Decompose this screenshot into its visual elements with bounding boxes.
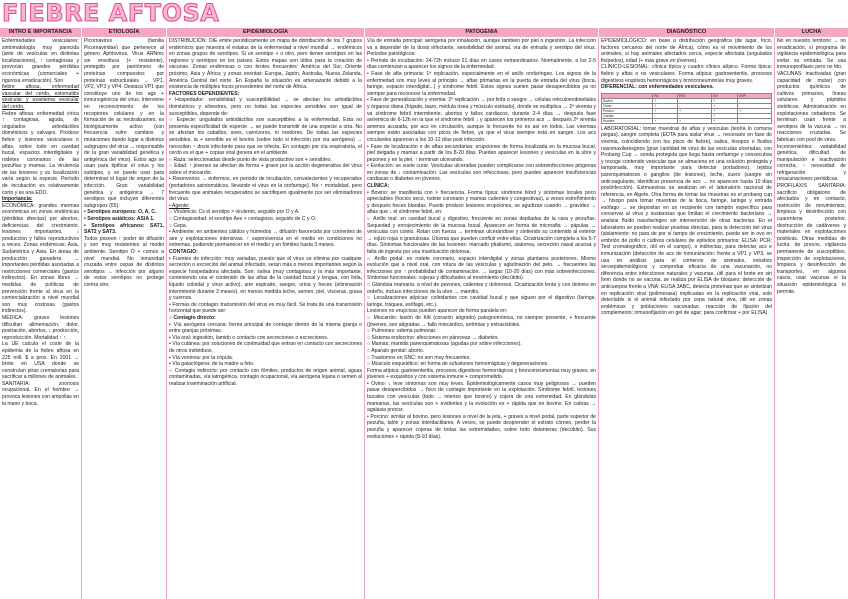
table-cell: EV: [712, 93, 738, 98]
table-cell: Bovino: [602, 98, 653, 103]
table-cell: Porcino: [602, 108, 653, 113]
table-cell: -: [738, 98, 772, 103]
paragraph: fiebre aftosa, enfermedad vascular del cerdo, estomatitis vesicular y exantema vesicular del cerdo.: [2, 84, 79, 110]
table-cell: EVP: [738, 93, 772, 98]
paragraph: • Serotipos africanos: SAT1, SAT2 y SAT3.: [84, 222, 164, 236]
paragraph: VACUNAS: inactivadas (gran capacidad de mutar) con productos químicos de cultivos primarios, líneas celulares y péptidos sintéticos. Administración en explotaciones cebaderos. Se terminan usan frente a serotipos de la vacuna → no reacciones cruzadas. Se fabrican con pool de virus.: [777, 70, 846, 143]
paragraph: Vía de entrada principal: aerógena por inhalación, aunque también por piel o ingestión. La infección va a depender de la dosis infectante, sensibilidad del animal, vía de entrada y serotipo del virus. Periodos patológicos:: [367, 38, 596, 58]
paragraph: Fiebre aftosa: enfermedad vírica ↑ contagiosa, aguda, de ungulados artiodáctilos domésticos y salvajes. Produce fiebre y lesiones vesiculares o aftas, sobre todo en cavidad bucal, espacios interdigitales y rodetes coronarios de las pezuñas y mamas. La virulencia de las lesiones y su localización varía según la especie. Período de incubación es relativamente corto y es una EDO.: [2, 110, 79, 196]
paragraph: PROFILAXIS SANITARIA: sacrificio obligatorio de afectados y en contacto, restricción de movimientos, limpieza y desinfección con cuarentena posterior, destrucción de cadáveres y materiales en explotaciones positivas. Otras medidas de lucha: de precos, vigilancia permanente de susceptibles, inspección de explotaciones, limpieza y desinfección de transportes, en algunos casos, usar vacunas si la situación epidemiológica lo permite.: [777, 183, 846, 295]
paragraph: • Fuentes de infección: muy variadas, puesto que el virus se elimina por cualquier secreción o excreción del animal infectado, serán más o menos importantes según la especie hospedadora afectada. Son: saliva (muy contagiosa y la más importante, conteniendo una el contenido de las aftas de la cavidad bucal y lengua, con linfa, líquido coloidal y virus activo), aire espirado, sangre, orina y heces (eliminación intermitente durante 2 meses), en menos medida leche, semen, piel, vísceras, grasa y cuernos.: [169, 255, 362, 302]
paragraph: ○ Trastornos en SNC: no son muy frecuentes.: [367, 354, 471, 361]
table-cell: Hombre: [602, 118, 653, 123]
paragraph: CLÍNICO-LESIONAL: clínica típica y cuadro clínico atípico. Forma típica: fiebre y aftas o no vesiculares. Forma atípica: gastroenteritis, procesos digestivos eruptivos hemorrágicos y bronconeumonías muy graves.: [601, 64, 772, 84]
paragraph: EPIDEMIOLÓGICO: en base a distribución geográfica (de lugar, foco, factores cercanos del norte de África), cómo es el movimiento de los animales, si hay animales afectados cerca, especie afectada (ungulados fisípedos), edad (+ más grave en jóvenes).: [601, 38, 772, 64]
paragraph: CONTAGIO:: [169, 249, 198, 255]
column-intro: [0, 37, 82, 599]
table-cell: -: [738, 113, 772, 118]
paragraph: • Porcino: similar al bovino, pero lesiones a nivel de la jeta, + graves a nivel podal, parte superior de pezuña, talón y zonas interdactilares. A veces, se puede desprender el estrato córneo, perder la pezuña y aparecer cojeras de todas las extremidades, sobre todo delanteras (decúbito). Sus evoluciones + rápida (8-10 días).: [367, 413, 596, 440]
table-cell: +: [712, 113, 738, 118]
page-title: FIEBRE AFTOSA: [2, 0, 220, 27]
paragraph: • Serotipos europeos: O, A, C.: [84, 209, 157, 216]
paragraph: ○ Contagio indirecto: por contacto con fómites, productos de origen animal, aguas contaminadas, vía iatrogénica, contagio ocupacional, vía aerógena lejana o semen al realizar inseminación artificial.: [169, 367, 362, 387]
paragraph: Todos poseen ↑ poder de difusión y son muy resistentes al medio ambiente. Serotipo O + común a nivel mundial. No inmunidad cruzada entre cepas de distintos serotipos → infección por alguno de estos serotipos no protege contra otro.: [84, 235, 164, 288]
header-diagnostico: DIAGNÓSTICO: [599, 28, 775, 37]
table-cell: +: [653, 103, 678, 108]
table-cell: +: [712, 103, 738, 108]
paragraph: • Fase de localización o de aftas secundarias: erupciones de forma localizada en la mucosa bucal, piel delgada y mamas a partir de los 8-20 días. Pueden aparecer lesiones y vesículas en la ubre y pezones y en la piel. ↑ terminan ulcerando.: [367, 143, 596, 163]
paragraph: CLÍNICA:: [367, 183, 390, 190]
paragraph: LABORATORIAL: tomar muestras de aftas y vesículas (teoría lo comuna piegas), sangre completa (EDTA para aislar virus → necesario en fase de viremia, coincidiendo con los picos de fiebre), saliva, hisopos o fluidos nasomaxilaresgnos (gran cantidad de virus de las vesículas ulceradas, con Probang Cup → sonda protegida que llega hasta orofaringe y consecutiva y recoge contenido vesicular que se almacena en una solución protegida y tamponada, muy importante para detectar portadores), tejidos parenquimatosos o ganglios (de lesiones), leche, suero (sangre sin anticoagulante, identificar presencia de acs → no aparecen hasta 10 días postinfección). Estmuestras se analizan en el laboratorio nacional de referencia, en Algete. Otra forma de tomar las muestras es el probang cup → hisopo para tomar muestras de la boca, faringe, laringe y entrada esófago → se depositan en un recipiente con tampón específico para conservar al virus y sustancias que limitan el crecimiento bacteriano → analizar fluido nasofaríngeo sin intervención de otras bacterias. En el laboratorio se pueden realizar pruebas directas, para la detección del virus (aislamiento: no para de por sí tampo de crecimiento, puede ser in ovo en embrión de pollo o cultivos celulares de epitelios primarios; ELISA; PCR; Test cromatográfico, útil en el campo), o indirectas, para detectar acs e inmunización (detección de acs de inmunización: frente a VP1 y VP3, se usa en análisis para el comercio de animales, estudios seroepidemiológicos y comprobar eficacia de una vacunación, no diferencia entre infecciones naturales y vacunas, útil para el brote en sin Ítem donde no se vacuna, se realiza por ELISA de bloqueo; detección de anticuerpos frente a VNA: ELISA 3ABC, detecta proteínas que se sintetizan en replicación viral (polimerasa) implicadas en la replicación viral, solo detectable si el animal infectado por cepa natural viva, útil en zonas endémicas y poblaciones vacunadas; reacción de fijación del complemento; inmunofijación en gel de agar; para confirmar + por ELISA).: [601, 125, 772, 317]
paragraph: Forma atípica: gastroenteritis, procesos digestivos hemorrágicos y bronconeumonías muy graves, en jóvenes + exquisitos y con sistema inmune + comprometido.: [367, 367, 596, 381]
paragraph: • Ovino: ↓ leve síntomas son muy leves. Epidemiológicamente casos muy peligrosos → pueden pasar desapercibidos → foco de contagio importante en la explotación. Síndrome febril, lesiones bucales con vesículas (todo → intenso que bovino) y cojera de una extremidad. En glándulas mamarias, las vesículas son + evidentes y la evolución es + rápida que en bovino. En cabras → agalaxia precoz.: [367, 380, 596, 414]
differential-table: [601, 93, 772, 124]
paragraph: ○ Miocardio: lesión de Kitt (corazón atigrado) patognomónica, no siempre presente, + frecuente (jóvenes, son atigradas → fallo miocárdico, arritmias y extrasístoles.: [367, 314, 596, 328]
paragraph: ○ Virulencia: Cs el serotipo > virulento, seguido por O y A.: [169, 209, 300, 216]
paragraph: ○ Pulmones: edema pulmonar.: [367, 328, 437, 335]
header-etiologia: ETIOLOGÍA: [82, 28, 167, 37]
paragraph: ○ Cepa.: [169, 222, 188, 229]
paragraph: ○ Contagiosidad: el serotipo Aes > contagioso, seguido de C y O.: [169, 216, 317, 223]
table-cell: +: [738, 108, 772, 113]
paragraph: • Periodo de incubación: 24-72h incluso 21 días en casos extraordinarios. Normalmente, a los 2-5 días comienzan a aparecer los signos de la enfermedad.: [367, 57, 596, 71]
table-cell: -: [738, 118, 772, 123]
column-patogenia: [365, 37, 599, 599]
paragraph: ○ Músculo esquelético: en forma de sufusiones hemorrágicas y degeneraciones.: [367, 361, 549, 368]
paragraph: • Ambiente: en ambientes cálidos y húmedos → difusión favorecida por corrientes de aire y explotaciones intensivas. ↑ supervivencia en el medio en condiciones no extremas, pudiendo permanecer en el medio y en fómites hasta 3 meses.: [169, 229, 362, 249]
paragraph: • Hospedador: sensibilidad y susceptibilidad → se afectan los artiodáctilos domésticos y silvestres, pero no todas las especies sensibles son igual de susceptibles, depende de:: [169, 97, 362, 117]
table-cell: -: [738, 103, 772, 108]
table-cell: +: [678, 108, 712, 113]
table-cell: +: [653, 108, 678, 113]
paragraph: • Reservorios → enfermos, en periodo de incubación, convalecientes y recuperados (portadores asintomáticos, llevando el virus en la orofaringe). No ↑ mortalidad, pero frecuente que animales recuperados se sacrifiquen igualmente por ser eliminadores del virus.: [169, 176, 362, 203]
paragraph: • Serotipos asiáticos: ASIA 1.: [84, 216, 155, 223]
paragraph: Enfermedades vesiculares: sintomatología muy parecida (ante de vesículas en distintas localizaciones), ↑ contagiosas y provocan grandes pérdidas económicas (comerciales + rigurosa erradicación). Son: [2, 38, 79, 84]
table-cell: +: [712, 108, 738, 113]
paragraph: ▪ Vía aerógena cercana: forma principal de contagio dentro de la misma granja o entre granjas próximas.: [169, 321, 362, 335]
table-cell: +: [712, 98, 738, 103]
paragraph: FACTORES DEPENDIENTES:: [169, 90, 240, 97]
paragraph: DISTRIBUCIÓN: OIE emite periódicamente un mapa de distribución de los 7 grupos endémicos que muestra el estatus de la enfermedad a nivel mundial → endémicos en zonas grupos de serotipos. Si un serotipo + o otro, pero tienen serotipos en las regiones y serotipos en los países. Estos mapas son útiles para la creación de vacunas. Zonas endémicas o con brotes frecuentes: América del Sur, Oriente próximo, Asia y África; y zonas exentas: Europa, Japón, Australia, Nueva Zelanda, América Central del norte. En España la situación es amenazante debido a la existencia de múltiples focos procedentes del norte de África.: [169, 38, 362, 91]
paragraph: ○ Aparato genital: aborto.: [367, 347, 425, 354]
column-etiologia: [82, 37, 167, 599]
column-header-row: [0, 28, 848, 37]
paragraph: ○ Mamas: mamitis parenquimatosas (agudas por sobre infecciones).: [367, 341, 522, 348]
paragraph: ○ Raza: seleccionadas desde punto de vista productivo son + sensibles.: [169, 156, 332, 163]
paragraph: ○ Especie: ungulados artiodáctilos son susceptibles a la enfermedad. Esta no presenta especificidad de especie → se puede transmitir de una especie a otra. No se afectan los caballos, aves, carnívoros, ni roedores. De todas las especies sensibles, la + sensible es el bovino (sobre todo si infección por vía aerógena) → necesitan ~ dosis infectante para que se infecta. En contagio por vía respiratoria, el cerdo es el que + copias viral genera en el ambiente.: [169, 117, 362, 157]
table-cell: +: [678, 118, 712, 123]
table-cell: -: [653, 113, 678, 118]
paragraph: • Fase de afta primaria: 1ª replicación, especialmente en el anillo orofaríngeo. Los signos de la enfermedad son muy leves al principio → aftas primarias en la puerta de entrada del virus (boca, faringe, espacio interdigital...) y síndrome febril. Estos signos suelen pasar desapercibidos ya no siempre para reconocer la enfermedad.: [367, 70, 596, 97]
paragraph: • Formas de contagio: transmisión del virus es muy fácil. Se trata de una transmisión horizontal que puede ser:: [169, 301, 362, 315]
paragraph: ○ Contagio directo:: [169, 314, 216, 321]
paragraph: ▪ Vía cutánea: por soluciones de continuidad que entran en contacto con secreciones de otros individuos.: [169, 341, 362, 354]
paragraph: DIFERENCIAL: con enfermedades vesiculares.: [601, 84, 714, 91]
paragraph: ECONÓMICA: grandes mermas económicas en zonas endémicas (pérdidas directas) por abortos, deficiencias del crecimiento, lesiones importantes, ↓ producción y fallos reproductivos a veces. Zonas endémicas: Asia, Sudamérica y Asia. En áreas de producción ganadera → importantes pérdidas asociadas a restricciones comerciales (gastos indirectos). En zonas libres → medidas de políticas de prevención frente al virus en la comercialización a nivel mundial son muy costosas (gastos indirectos).: [2, 202, 79, 315]
paragraph: • Evolución: se suele curar. Vesículas ulceradas pueden complicarse con sobreinfecciones piógenas en zonas de ↓ contaminación. Las vesículas son infecciosas, pero pueden aparecer insuficiencias cardiacas o diabetes en jóvenes.: [367, 163, 596, 183]
table-cell: -: [678, 98, 712, 103]
paragraph: Picornavirus (familia Picornaviridae) que pertenece al género Aphtovirus. Virus ARNmc sin envoltura (+ resistente), protegido por pantómero de proteínas compuestos por proteínas estructurales → VP1, VP2, VP3 y VP4. Destaca VP1 que constituye uno de los ags + inmunogénicos del virus. Interviene en reconocimiento de los receptores celulares y en la formación de ac neutralizantes; es biológicamente activo (con frecuencia sufre cambios y mutaciones dando lugar a distintos subgrupos del virus → responsable de la gran variabilidad genética y antigénica del virus). Estos ags se usan para tipificar el virus y los subtipos, y se puede usar para determinar el lugar de origen de la infección. Gran variabilidad genética y antigénica → 7 serotipos que incluyen diferentes subgrupos (65):: [84, 38, 164, 209]
paragraph: ○ Glándula mamaria: a nivel de pezones, calientes y dolorosos. Cicatrización lenta y con dolores en ordeño, incluso infecciones de la ubre → mamitis.: [367, 281, 596, 295]
paragraph: ○ Anillo podal: en rodete coronario, espacio interdigital y zonas plantares posteriores. Mismo evolución que a nivel oral, con rotura de las vesículas y aglutinación del pelo. → frecuentes las infecciones por ↑ probabilidad de contaminación. → largas (10-20 días) con más sobreinfecciones. Síntomas funcionales: cojeras y dificultades al movimiento (decúbito).: [367, 255, 596, 282]
table-cell: -: [678, 103, 712, 108]
paragraph: • Fase de generalización y viremia: 2ª replicación → por linfa o sangre → células reticuloendoteliales y órganos diana (hígado, bazo, médula ósea y músculo estriado), donde se multiplica → 2ª viremia y va síndrome febril intermitente, abortos y fallos cardiacos, durante 2-4 días → después fase aviremica de 6-12h en la que el síndrome febril ↓ y aparecen los primeros acs → después 2ª viremia amenos acusada, por acs en circulación, aunque lo frecuente no es así en todos. Las viremias siempre están asociadas con picos de fiebre, ya que el virus siempre está en sangre. Los acs circulantes aparecen a los 10-12 días post infección.: [367, 97, 596, 143]
paragraph: ▪ Vía oral: ingestión, lamido o contacto con secreciones o excreciones.: [169, 334, 329, 341]
table-cell: +: [653, 98, 678, 103]
table-cell: +: [712, 118, 738, 123]
column-lucha: [775, 37, 848, 599]
table-row: [602, 118, 772, 123]
paragraph: ○ Edad: ↑ jóvenes se afectan de forma + grave por la acción degenerativa del virus sobre el miocardio.: [169, 163, 362, 176]
paragraph: MÉDICA: graves lesiones dificultan alimentación, dolor, postración, abortos, ↓ producción, reproducción. Mortalidad ↑ ↑.: [2, 314, 79, 341]
paragraph: No en nuestro territorio → no erradicación, sí programa de vigilancia epidemiológica para evitar su entrada. Se usa inmunoprofilaxis pero no ttto.: [777, 38, 846, 71]
paragraph: La UE calcula el coste de la epidemia de la fiebre aftosa en 225 mill. $ a prox. En 2001 → brote en USA donde se construían piras crematorias para sacrificar a millones de animales.: [2, 341, 79, 381]
paragraph: SANITARIA: zoonosis ocupacional. En el hombre → provoca lesiones con ampollas en la mano y boca.: [2, 380, 79, 407]
content-columns: [0, 37, 848, 599]
paragraph: ○ Sistema endocrino: afecciones en páncreas → diabetes.: [367, 334, 499, 341]
column-epidemiologia: [167, 37, 365, 599]
table-cell: -: [678, 113, 712, 118]
paragraph: Lesiones no erupcivas pueden aparecer de forma paralela en:: [367, 308, 508, 315]
header-patogenia: PATOGENIA: [365, 28, 599, 37]
paragraph: Importancia:: [2, 196, 33, 203]
column-diagnostico: [599, 37, 775, 599]
table-cell: Caballo: [602, 113, 653, 118]
paragraph: Inconvenientes: variabilidad genética, dificultad de manipulación e inactivación correcta, ↑ necesidad de refrigeración y revacunaciones periódicas.: [777, 143, 846, 183]
paragraph: ▪ Vía galactógena: de la madre a feto.: [169, 361, 255, 368]
paragraph: ○ Localizaciones atípicas: colindantes con cavidad bucal y que siguen por el digestivo (faringe, laringe, tráquea, esófago, etc.).: [367, 295, 596, 308]
table-cell: EVC: [678, 93, 712, 98]
table-cell: FA: [653, 93, 678, 98]
header-epidemiologia: EPIDEMIOLOGÍA: [167, 28, 365, 37]
table-cell: Ovino: [602, 103, 653, 108]
paragraph: ○ Anillo oral: en cavidad bucal y digestivo, frecuente en zonas depiladas de la cara y pezuñas. Sequedad y enrojecimiento de la mucosa bucal. Aparecen en forma de microafta → pápulas → vesículas con colelo. Rotan con fuerza → terminan ulcerándose y sintiendo su contenido al exterior → rojizo rojas o granulosas. Úlceras que pueden confluir entre ellas. Cicatrización completa a los 5-7 días. Síntomas funcionales de las lesiones: marcado ptialismo, sialorrea, secreción nasal acuosa y falta de ingesta por una masticación dolorosa.: [367, 216, 596, 255]
paragraph: ▪ Vía venérea: por la cópula.: [169, 354, 234, 361]
paragraph: • Bovino: se manifiesta con > frecuencia. Forma típica: síndrome febril y síntomas locales poco apreciables (hocico seco, rodete coronario y mamas calientes y congestivas), a veces estreñimiento y después heces blandas. Puede producir lesiones erupciones, se agudizan cuando → gravidez → aftas que ↓ el síndrome febril, en:: [367, 189, 596, 216]
table-cell: +: [653, 118, 678, 123]
header-lucha: LUCHA: [775, 28, 848, 37]
paragraph: • Agente:: [169, 202, 190, 209]
header-intro: INTRO E IMPORTANCIA: [0, 28, 82, 37]
